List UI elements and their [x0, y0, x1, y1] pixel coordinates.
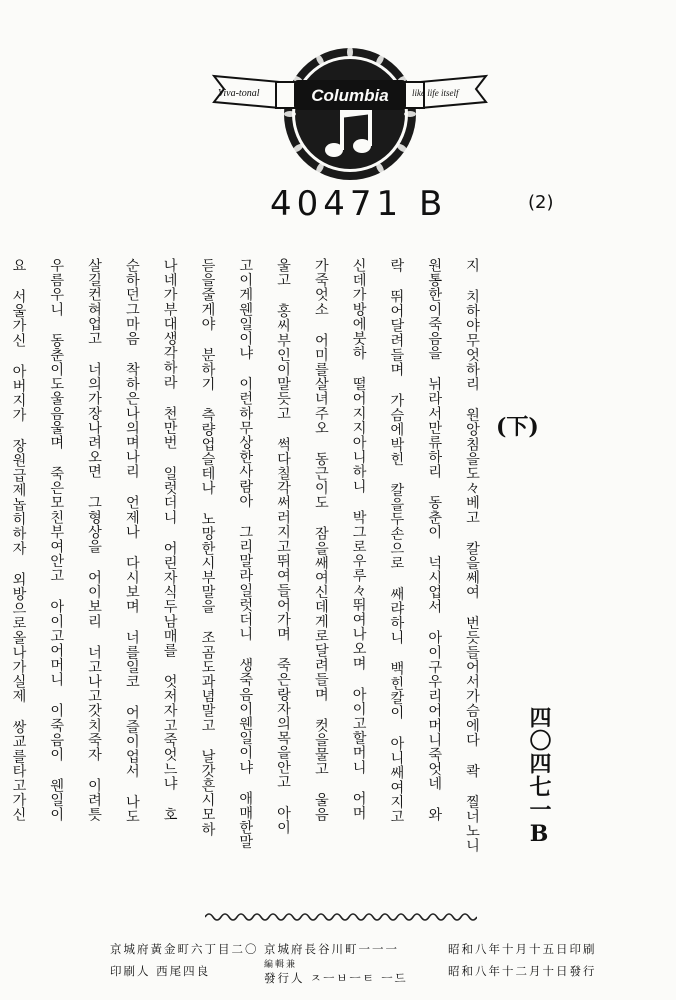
colophon-printer — [110, 938, 259, 982]
lyrics-column: 가죽엇소 어미를살녀주오 동근이도 잠을쌔여신데게로달려들며 컷을물고 울음 — [312, 258, 329, 822]
publisher-address: 京城府長谷川町一一一 — [264, 942, 399, 956]
colophon-publisher — [264, 938, 408, 985]
lyrics-text — [10, 258, 490, 898]
part-mark: (下) — [496, 414, 539, 440]
logo-banner-left: Viva-tonal — [218, 88, 260, 99]
side-number: (2) — [528, 192, 554, 213]
lyrics-column: 순하던그마음 착하은나의며나리 언제나 다시보며 너를일코 어즐이업서 나도 — [123, 258, 140, 824]
lyrics-column: 울고 홍씨부인이말듯고 썩다칠각써러지고뛰여들어가며 죽은랑자의목을안고 아이 — [275, 258, 292, 835]
printer-name: 印刷人 西尾四良 — [110, 964, 211, 978]
lyrics-column: 고이게웬일이냐 이런하무상한사람아 그리말라일럿더니 생죽음이웬일이냐 애매한말 — [237, 258, 254, 850]
catalog-number: 40471 B — [270, 184, 448, 224]
lyrics-column: 듣을줄게야 분하기 측량업슬테나 노망한시부말을 조곰도과념말고 날갓흔시모하 — [199, 258, 216, 837]
logo-brand: Columbia — [311, 86, 389, 105]
colophon-dates — [448, 938, 597, 982]
print-date: 昭和八年十月十五日印刷 — [448, 942, 597, 956]
logo-banner-right: like life itself — [412, 88, 459, 98]
lyrics-column: 우름우니 동춘이도울음울며 죽은모친부여안고 아이고어머니 이죽음이 웬일이 — [48, 258, 65, 822]
columbia-logo — [210, 42, 490, 190]
wavy-divider — [205, 910, 477, 924]
publisher-role: 編輯兼 — [264, 960, 298, 970]
lyrics-column: 신데가방에붓하 떨어지지아니하니 박그로우루々뛰여나오며 아이고할머니 어머 — [350, 258, 367, 820]
publisher-name: 發行人 ㅈㅡㅂㅡㅌ ㅡ드 — [264, 971, 408, 985]
lyrics-column: 나네가부대생각하라 천만번 일럿더니 어린자식두남매를 엇저자고죽엇느냐 호 — [161, 258, 178, 822]
lyrics-column: 지 치하야무엇하리 원앙침을도々베고 칼을쎄여 번듯들어서가슴에다 콱 찔너노니 — [464, 258, 480, 853]
lyrics-column: 락 뛰어달려들며 가슴에박힌 칼을두손으로 쌔랴하니 백힌칼이 아니쌔여지고 — [388, 258, 405, 824]
lyrics-column: 원통한이죽음을 뉘라서만류하리 동춘이 넉시업서 아이구우리어머니죽엇네 와 — [426, 258, 443, 822]
issue-date: 昭和八年十二月十日發行 — [448, 964, 597, 978]
printer-address: 京城府黃金町六丁目二〇 — [110, 942, 259, 956]
side-number-cjk: 四〇四七一B — [526, 706, 552, 848]
lyrics-column: 살길컨혀업고 너의가장나려오면 그형상을 어이보리 너고나고갓치죽자 이려틋 — [86, 258, 103, 822]
lyrics-column: 요 서울가신 아버지가 장원급제놉히하자 외방으로올나가실제 쌍교를타고가신 — [10, 258, 27, 822]
